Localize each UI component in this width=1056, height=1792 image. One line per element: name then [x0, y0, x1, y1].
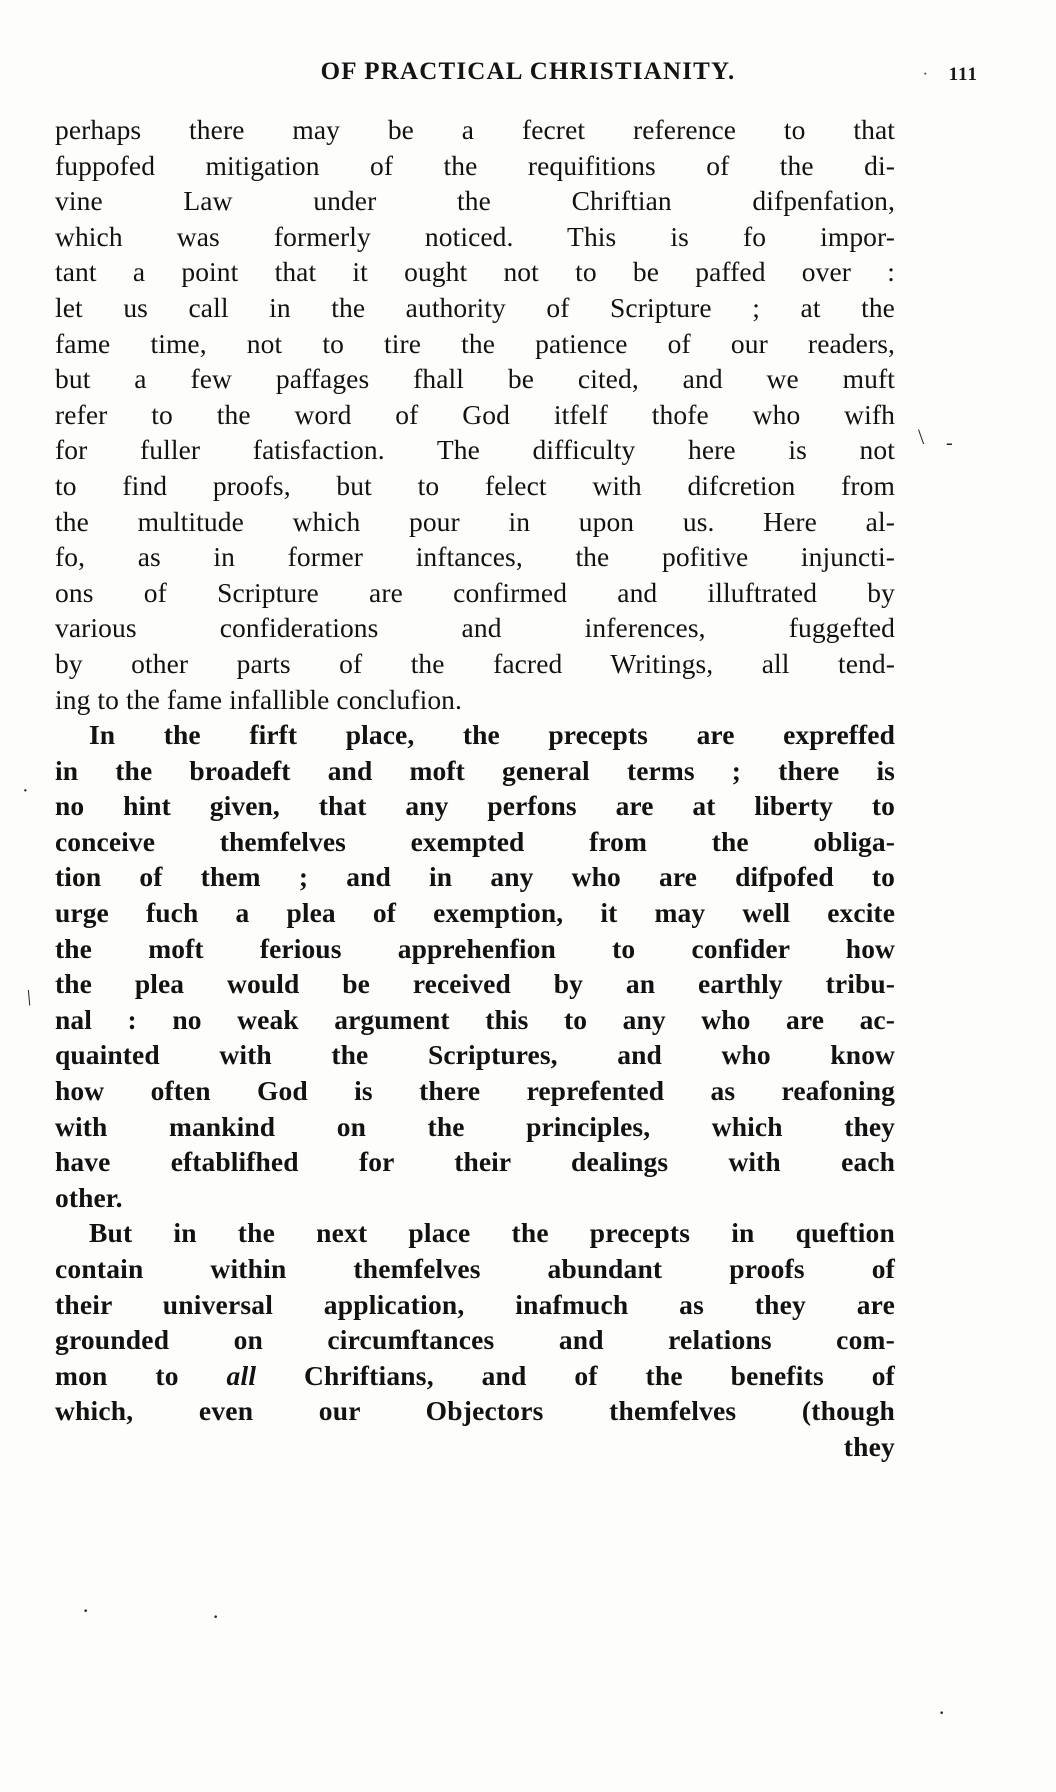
text-line: perhaps there may be a fecret reference to that: [55, 114, 895, 145]
text-line: In the firft place, the precepts are expreffed: [89, 719, 895, 751]
text-line: grounded on circumftances and relations com-: [55, 1324, 895, 1356]
ink-mark-left-middle: \: [23, 984, 36, 1011]
text-line: ing to the fame infallible conclufion.: [55, 683, 463, 715]
text-line: fuppofed mitigation of the requifitions of the di-: [55, 149, 895, 181]
text-line: with mankind on the principles, which they: [55, 1110, 895, 1142]
text-line: for fuller fatisfaction. The difficulty here is not: [55, 434, 895, 466]
text-line: vine Law under the Chriftian difpenfation,: [55, 185, 895, 217]
ink-mark-left-upper: ·: [22, 780, 29, 802]
text-line: the plea would be received by an earthly tribu-: [55, 968, 895, 1000]
text-line-italic-universal: their universal application, inafmuch as they are: [55, 1288, 895, 1320]
page-title: OF PRACTICAL CHRISTIANITY.: [320, 58, 736, 85]
text-line: quainted with the Scriptures, and who know: [55, 1039, 895, 1071]
page-number: 111: [948, 64, 978, 85]
ink-mark-right-upper-dash: -: [946, 432, 953, 454]
body-text: [55, 112, 895, 1465]
text-line: in the broadeft and moft general terms ; there is: [55, 754, 895, 786]
text-line: nal : no weak argument this to any who are ac-: [55, 1003, 895, 1035]
text-line: conceive themfelves exempted from the obliga-: [55, 825, 895, 857]
text-line-italic-all: mon to all Chriftians, and of the benefits of: [55, 1359, 896, 1391]
text-line: but a few paffages fhall be cited, and we muft: [55, 363, 895, 395]
text-line: fo, as in former inftances, the pofitive injuncti-: [55, 541, 895, 573]
text-line: contain within themfelves abundant proofs of: [55, 1253, 895, 1284]
text-line: which, even our Objectors themfelves (though: [55, 1395, 895, 1427]
text-line: But in the next place the precepts in queftion: [89, 1217, 895, 1249]
text-line: urge fuch a plea of exemption, it may well excite: [55, 897, 895, 929]
paragraph-1: [55, 112, 895, 717]
text-line: various confiderations and inferences, fuggefted: [55, 612, 895, 644]
text-line: the multitude which pour in upon us. Here al-: [55, 505, 895, 537]
paragraph-3: [55, 1215, 895, 1464]
text-line: let us call in the authority of Scripture ; at the: [55, 291, 895, 323]
text-line: other.: [55, 1181, 123, 1213]
running-head: [0, 58, 1056, 98]
text-line: to find proofs, but to felect with difcretion from: [55, 469, 895, 501]
text-line: have eftablifhed for their dealings with each: [55, 1146, 895, 1178]
text-line: tant a point that it ought not to be paffed over :: [55, 256, 895, 288]
ink-mark-bottom-right: ·: [938, 1700, 946, 1725]
ink-mark-bottom-left: ·: [82, 1598, 90, 1623]
text-line: the moft ferious apprehenfion to confider how: [55, 932, 895, 964]
catchword: they: [843, 1430, 895, 1462]
ink-mark-bottom-center: ·: [212, 1604, 220, 1629]
text-line: no hint given, that any perfons are at liberty to: [55, 790, 895, 822]
paragraph-2: [55, 717, 895, 1215]
text-line: refer to the word of God itfelf thofe who wifh: [55, 398, 895, 430]
text-line: tion of them ; and in any who are difpofed to: [55, 861, 895, 893]
ink-mark-right-upper: \: [918, 424, 925, 449]
text-line: fame time, not to tire the patience of our readers,: [55, 327, 895, 359]
text-line: how often God is there reprefented as reafoning: [55, 1075, 895, 1107]
text-line: by other parts of the facred Writings, all tend-: [55, 647, 895, 679]
text-line: which was formerly noticed. This is fo impor-: [55, 220, 895, 252]
folio-ink-mark: ·: [922, 66, 928, 83]
text-line: ons of Scripture are confirmed and illuftrated by: [55, 576, 895, 608]
